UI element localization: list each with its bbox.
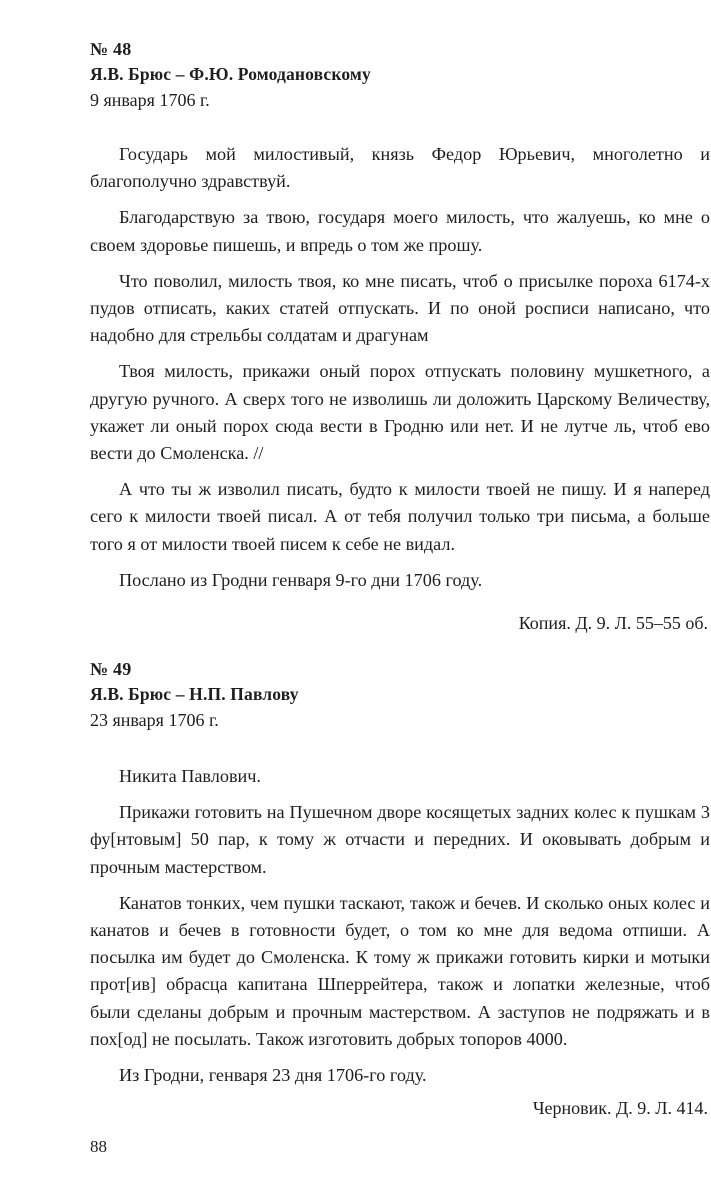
- document-body: [90, 763, 710, 1089]
- document-date: 9 января 1706 г.: [90, 90, 210, 110]
- document-body: [90, 141, 710, 594]
- document-number: № 49: [90, 659, 132, 680]
- page-content: [90, 36, 710, 1121]
- paragraph: Канатов тонких, чем пушки таскают, також и бечев. И сколько оных колес и канатов и бечев в готовности будет, о том ко мне для ведома отпиши. А посылка им будет до Смоленска. К тому ж прикажи готовить кирки и мотыки прот[ив] обрасца капитана Шперрейтера, також и лопатки железные, чтоб были сделаны добрым и прочным мастерством. А заступов не подряжать и в пох[од] не посылать. Також изготовить добрых топоров 4000.: [90, 892, 710, 1049]
- paragraph: Никита Павлович.: [119, 766, 261, 787]
- document-48: [90, 36, 710, 636]
- document-date: 23 января 1706 г.: [90, 710, 219, 731]
- paragraph: Твоя милость, прикажи оный порох отпускать половину мушкетного, а другую ручного. А сверх того не изволишь ли доложить Царскому Величеству, укажет ли оный порох сюда вести в Гродню или нет. И не лутче ль, чтоб ево вести до Смоленска. //: [90, 361, 710, 464]
- page-number: 88: [90, 1137, 107, 1156]
- document-title: Я.В. Брюс – Ф.Ю. Ромодановскому: [90, 64, 371, 84]
- archive-reference: Копия. Д. 9. Л. 55–55 об.: [518, 613, 708, 634]
- paragraph: А что ты ж изволил писать, будто к милости твоей не пишу. И я наперед сего к милости твоей писал. А от тебя получил только три письма, а больше того я от милости твоей писем к себе не видал.: [90, 479, 710, 554]
- paragraph: Прикажи готовить на Пушечном дворе косящетых задних колес к пушкам 3 фу[нтовым] 50 пар, к тому ж отчасти и передних. И оковывать добрым и прочным мастерством.: [90, 802, 710, 877]
- paragraph: Что поволил, милость твоя, ко мне писать, чтоб о присылке пороха 6174-х пудов отписать, каких статей отпускать. И по оной росписи написано, что надобно для стрельбы солдатам и драгунам: [90, 270, 710, 346]
- paragraph: Благодарствую за твою, государя моего милость, что жалуешь, ко мне о своем здоровье пишешь, и впредь о том же прошу.: [90, 207, 710, 255]
- document-49: [90, 656, 710, 1121]
- paragraph: Из Гродни, генваря 23 дня 1706-го году.: [119, 1065, 427, 1086]
- paragraph: Послано из Гродни генваря 9-го дни 1706 году.: [119, 569, 483, 590]
- document-number: № 48: [90, 39, 132, 59]
- archive-reference: Черновик. Д. 9. Л. 414.: [532, 1098, 708, 1119]
- paragraph: Государь мой милостивый, князь Федор Юрьевич, многолетно и благополучно здравствуй.: [90, 144, 710, 192]
- document-title: Я.В. Брюс – Н.П. Павлову: [90, 684, 299, 705]
